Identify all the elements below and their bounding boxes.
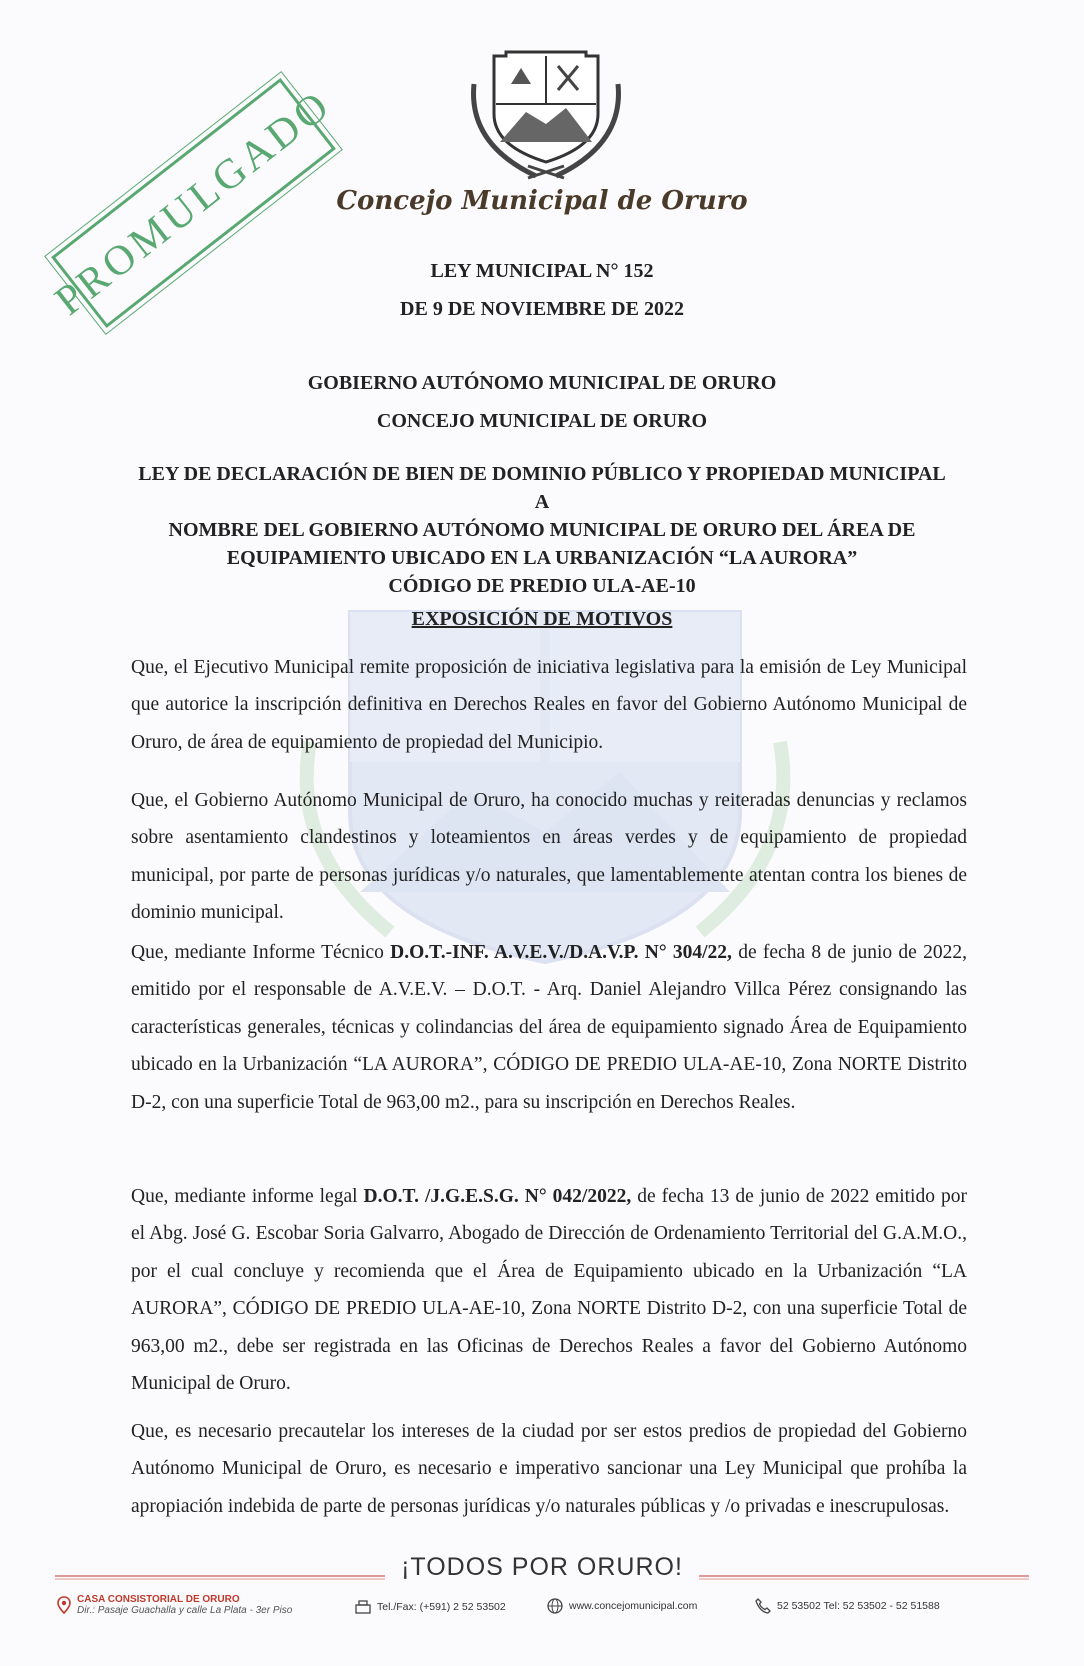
footer-phones	[755, 1598, 940, 1614]
law-heading	[0, 252, 1084, 328]
law-title	[130, 460, 954, 600]
website-link[interactable]: www.concejomunicipal.com	[569, 1600, 698, 1612]
paragraph-4	[131, 1178, 967, 1402]
footer-motto: ¡TODOS POR ORURO!	[401, 1553, 683, 1581]
legal-report-ref: D.O.T. /J.G.E.S.G. N° 042/2022,	[363, 1186, 632, 1207]
government-name: GOBIERNO AUTÓNOMO MUNICIPAL DE ORURO	[307, 372, 777, 394]
law-date: DE 9 DE NOVIEMBRE DE 2022	[400, 298, 684, 320]
footer-address	[57, 1594, 292, 1616]
paragraph-text: de fecha 13 de junio de 2022 emitido por el Abg. José G. Escobar Soria Galvarro, Abogado de Dirección de Ordenamiento Territorial del G.A.M.O., por el cual concluye y recomienda que el Área de Equipamiento ubicado en la Urbanización “LA AURORA”, CÓDIGO DE PREDIO ULA-AE-10, Zona NORTE Distrito D-2, con una superficie Total de 963,00 m2., debe ser registrada en las Oficinas de Derechos Reales a favor del Gobierno Autónomo Municipal de Oruro.	[131, 1186, 967, 1395]
paragraph-text: Que, mediante Informe Técnico	[131, 942, 391, 963]
paragraph-3	[131, 934, 967, 1121]
paragraph-5: Que, es necesario precautelar los intereses de la ciudad por ser estos predios de propiedad del Gobierno Autónomo Municipal de Oruro, es necesario e imperativo sancionar una Ley Municipal que prohíba la apropiación indebida de parte de personas jurídicas y/o naturales públicas y /o privadas e inescrupulosas.	[131, 1421, 967, 1517]
address-title: CASA CONSISTORIAL DE ORURO	[77, 1594, 240, 1605]
government-heading	[0, 364, 1084, 440]
paragraph-1: Que, el Ejecutivo Municipal remite proposición de iniciativa legislativa para la emisión de Ley Municipal que autorice la inscripción definitiva en Derechos Reales en favor del Gobierno Autónomo Municipal de Oruro, de área de equipamiento de propiedad del Municipio.	[131, 657, 967, 753]
location-pin-icon	[57, 1596, 71, 1614]
section-title: EXPOSICIÓN DE MOTIVOS	[411, 608, 673, 630]
stamp-text: PROMULGADO	[46, 81, 341, 325]
law-title-line: CÓDIGO DE PREDIO ULA-AE-10	[388, 575, 696, 597]
phone-icon	[755, 1598, 771, 1614]
footer-contact	[55, 1592, 1045, 1632]
paragraph-text: de fecha 8 de junio de 2022, emitido por el responsable de A.V.E.V. – D.O.T. - Arq. Daniel Alejandro Villca Pérez consignando las características generales, técnicas y colindancias del área de equipamiento signado Área de Equipamiento ubicado en la Urbanización “LA AURORA”, CÓDIGO DE PREDIO ULA-AE-10, Zona NORTE Distrito D-2, con una superficie Total de 963,00 m2., para su inscripción en Derechos Reales.	[131, 942, 967, 1113]
fax-icon	[355, 1600, 371, 1614]
technical-report-ref: D.O.T.-INF. A.V.E.V./D.A.V.P. N° 304/22,	[390, 942, 732, 963]
paragraph-2: Que, el Gobierno Autónomo Municipal de Oruro, ha conocido muchas y reiteradas denuncias y reclamos sobre asentamiento clandestinos y loteamientos en áreas verdes y de equipamiento de propiedad municipal, por parte de personas jurídicas y/o naturales, que lamentablemente atentan contra los bienes de dominio municipal.	[131, 790, 967, 924]
municipal-crest-icon	[466, 44, 626, 184]
footer-fax	[355, 1600, 506, 1614]
globe-icon	[547, 1598, 563, 1614]
council-name: Concejo Municipal de Oruro	[336, 186, 748, 216]
law-number: LEY MUNICIPAL N° 152	[430, 260, 654, 282]
law-title-line: EQUIPAMIENTO UBICADO EN LA URBANIZACIÓN “LA AURORA”	[226, 547, 858, 569]
footer-website[interactable]	[547, 1598, 697, 1614]
council-heading: CONCEJO MUNICIPAL DE ORURO	[376, 410, 708, 432]
phone-numbers: 52 53502 Tel: 52 53502 - 52 51588	[777, 1600, 940, 1612]
law-title-line: LEY DE DECLARACIÓN DE BIEN DE DOMINIO PÚBLICO Y PROPIEDAD MUNICIPAL A	[138, 463, 946, 513]
fax-number: Tel./Fax: (+591) 2 52 53502	[377, 1601, 506, 1613]
address-detail: Dir.: Pasaje Guachalla y calle La Plata - 3er Piso	[77, 1605, 293, 1616]
law-title-line: NOMBRE DEL GOBIERNO AUTÓNOMO MUNICIPAL DE ORURO DEL ÁREA DE	[168, 519, 916, 541]
paragraph-text: Que, mediante informe legal	[131, 1186, 364, 1207]
